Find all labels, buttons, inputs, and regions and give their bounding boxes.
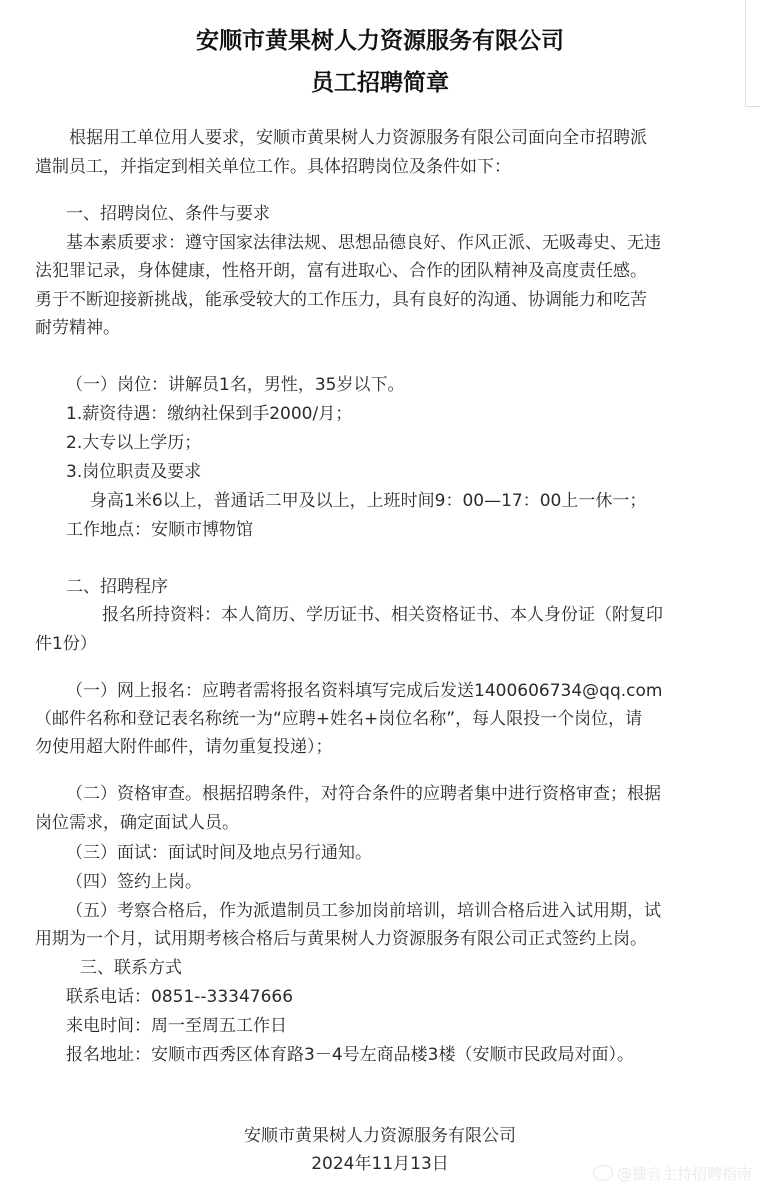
text-line: 耐劳精神。 [35,318,120,338]
text-line: 报名地址：安顺市西秀区体育路3－4号左商品楼3楼（安顺市民政局对面）。 [66,1045,634,1065]
section-heading: 一、招聘岗位、条件与要求 [66,204,270,224]
section-heading: 二、招聘程序 [66,577,168,597]
text-line: 联系电话：0851--33347666 [66,987,294,1007]
watermark-text: @播音主持招聘指南 [616,1165,752,1183]
text-line: 件1份） [35,634,97,654]
page-title: 员工招聘简章 [311,69,449,96]
text-line: （五）考察合格后，作为派遣制员工参加岗前培训，培训合格后进入试用期，试 [66,901,661,921]
text-line: 3.岗位职责及要求 [66,462,202,482]
text-line: （一）岗位：讲解员1名，男性，35岁以下。 [66,375,405,395]
text-line: （邮件名称和登记表名称统一为“应聘+姓名+岗位名称”，每人限投一个岗位，请 [35,709,643,729]
text-line: 根据用工单位用人要求，安顺市黄果树人力资源服务有限公司面向全市招聘派 [69,128,647,148]
text-line: 勇于不断迎接新挑战，能承受较大的工作压力，具有良好的沟通、协调能力和吃苦 [35,290,647,310]
text-line: 基本素质要求：遵守国家法律法规、思想品德良好、作风正派、无吸毒史、无违 [66,233,661,253]
text-line: 2.大专以上学历； [66,433,202,453]
text-line: 来电时间：周一至周五工作日 [66,1016,287,1036]
text-line: 报名所持资料：本人简历、学历证书、相关资格证书、本人身份证（附复印 [102,605,663,625]
text-line: （三）面试：面试时间及地点另行通知。 [66,843,372,863]
text-line: 勿使用超大附件邮件，请勿重复投递）； [35,737,333,757]
footer-date: 2024年11月13日 [311,1154,449,1174]
text-line: 1.薪资待遇：缴纳社保到手2000/月； [66,404,353,424]
text-line: 岗位需求，确定面试人员。 [35,813,239,833]
text-line: 法犯罪记录，身体健康，性格开朗，富有进取心、合作的团队精神及高度责任感。 [35,261,647,281]
text-line: 用期为一个月，试用期考核合格后与黄果树人力资源服务有限公司正式签约上岗。 [35,929,647,949]
watermark [593,1163,752,1184]
text-line: 工作地点：安顺市博物馆 [66,520,253,540]
text-line: 遣制员工，并指定到相关单位工作。具体招聘岗位及条件如下： [35,157,511,177]
footer-company: 安顺市黄果树人力资源服务有限公司 [244,1126,516,1146]
text-line: （四）签约上岗。 [66,872,202,892]
text-line: 身高1米6以上，普通话二甲及以上，上班时间9：00—17：00上一休一； [90,491,647,511]
section-heading: 三、联系方式 [80,958,182,978]
text-line: （二）资格审查。根据招聘条件，对符合条件的应聘者集中进行资格审查；根据 [66,784,661,804]
text-line: （一）网上报名：应聘者需将报名资料填写完成后发送1400606734@qq.com [66,681,663,701]
weibo-icon [593,1165,613,1181]
company-title: 安顺市黄果树人力资源服务有限公司 [196,27,564,54]
